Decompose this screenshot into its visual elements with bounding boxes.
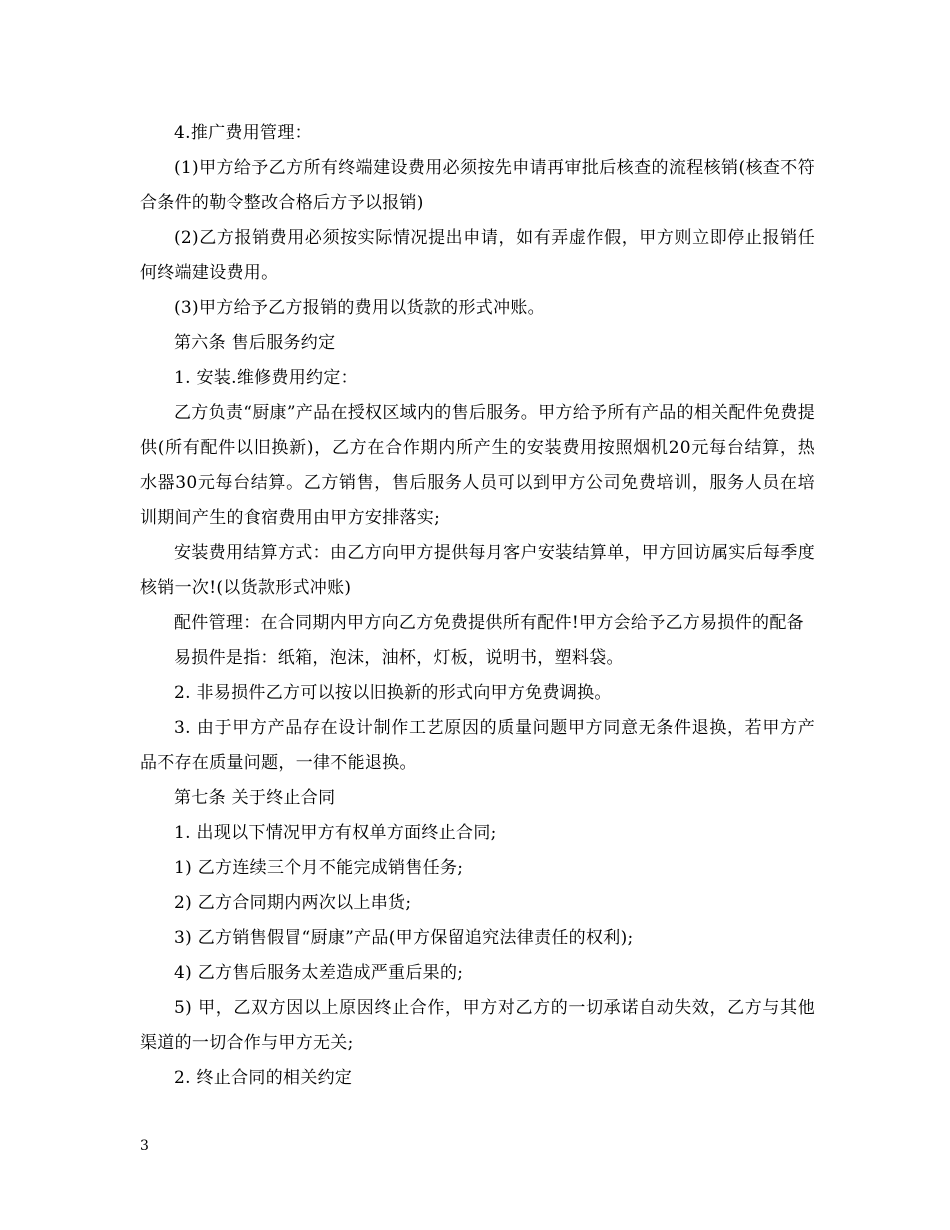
paragraph-wearing-parts: 易损件是指：纸箱，泡沫，油杯，灯板，说明书，塑料袋。 xyxy=(174,648,624,668)
paragraph-after-sales-duty: 乙方负责“厨康”产品在授权区域内的售后服务。甲方给予所有产品的相关配件免费提供(所有配件以旧换新)，乙方在合作期内所产生的安装费用按照烟机20元每台结算，热水器30元每台结算。乙方销售，售后服务人员可以到甲方公司免费培训，服务人员在培训期间产生的食宿费用由甲方安排落实; xyxy=(140,403,815,528)
paragraph-settlement-method: 安装费用结算方式：由乙方向甲方提供每月客户安装结算单，甲方回访属实后每季度核销一次!(以货款形式冲账) xyxy=(140,543,815,598)
paragraph-parts-management: 配件管理：在合同期内甲方向乙方免费提供所有配件!甲方会给予乙方易损件的配备 xyxy=(174,613,804,633)
contract-body xyxy=(140,116,815,1096)
list-item-1: 1) 乙方连续三个月不能完成销售任务; xyxy=(174,858,464,878)
paragraph-promotion-heading: 4.推广费用管理： xyxy=(174,123,312,143)
paragraph-item-1: (1)甲方给予乙方所有终端建设费用必须按先申请再审批后核查的流程核销(核查不符合条件的勒令整改合格后方予以报销) xyxy=(140,158,815,213)
paragraph-install-repair-fee: 1. 安装.维修费用约定： xyxy=(174,368,358,388)
list-item-4: 4) 乙方售后服务太差造成严重后果的; xyxy=(174,963,464,983)
paragraph-termination-agreement: 2. 终止合同的相关约定 xyxy=(174,1068,353,1088)
paragraph-quality-return: 3. 由于甲方产品存在设计制作工艺原因的质量问题甲方同意无条件退换，若甲方产品不存在质量问题，一律不能退换。 xyxy=(140,718,815,773)
paragraph-termination-conditions: 1. 出现以下情况甲方有权单方面终止合同; xyxy=(174,823,497,843)
paragraph-non-wearing-parts: 2. 非易损件乙方可以按以旧换新的形式向甲方免费调换。 xyxy=(174,683,612,703)
list-item-5: 5) 甲，乙双方因以上原因终止合作，甲方对乙方的一切承诺自动失效，乙方与其他渠道的一切合作与甲方无关; xyxy=(140,998,815,1053)
list-item-2: 2) 乙方合同期内两次以上串货; xyxy=(174,893,412,913)
article-7-heading: 第七条 关于终止合同 xyxy=(174,788,336,808)
paragraph-item-2: (2)乙方报销费用必须按实际情况提出申请，如有弄虚作假，甲方则立即停止报销任何终端建设费用。 xyxy=(140,228,815,283)
paragraph-item-3: (3)甲方给予乙方报销的费用以货款的形式冲账。 xyxy=(174,298,545,318)
list-item-3: 3) 乙方销售假冒“厨康”产品(甲方保留追究法律责任的权利); xyxy=(174,928,634,948)
page-number: 3 xyxy=(140,1138,149,1154)
article-6-heading: 第六条 售后服务约定 xyxy=(174,333,336,353)
